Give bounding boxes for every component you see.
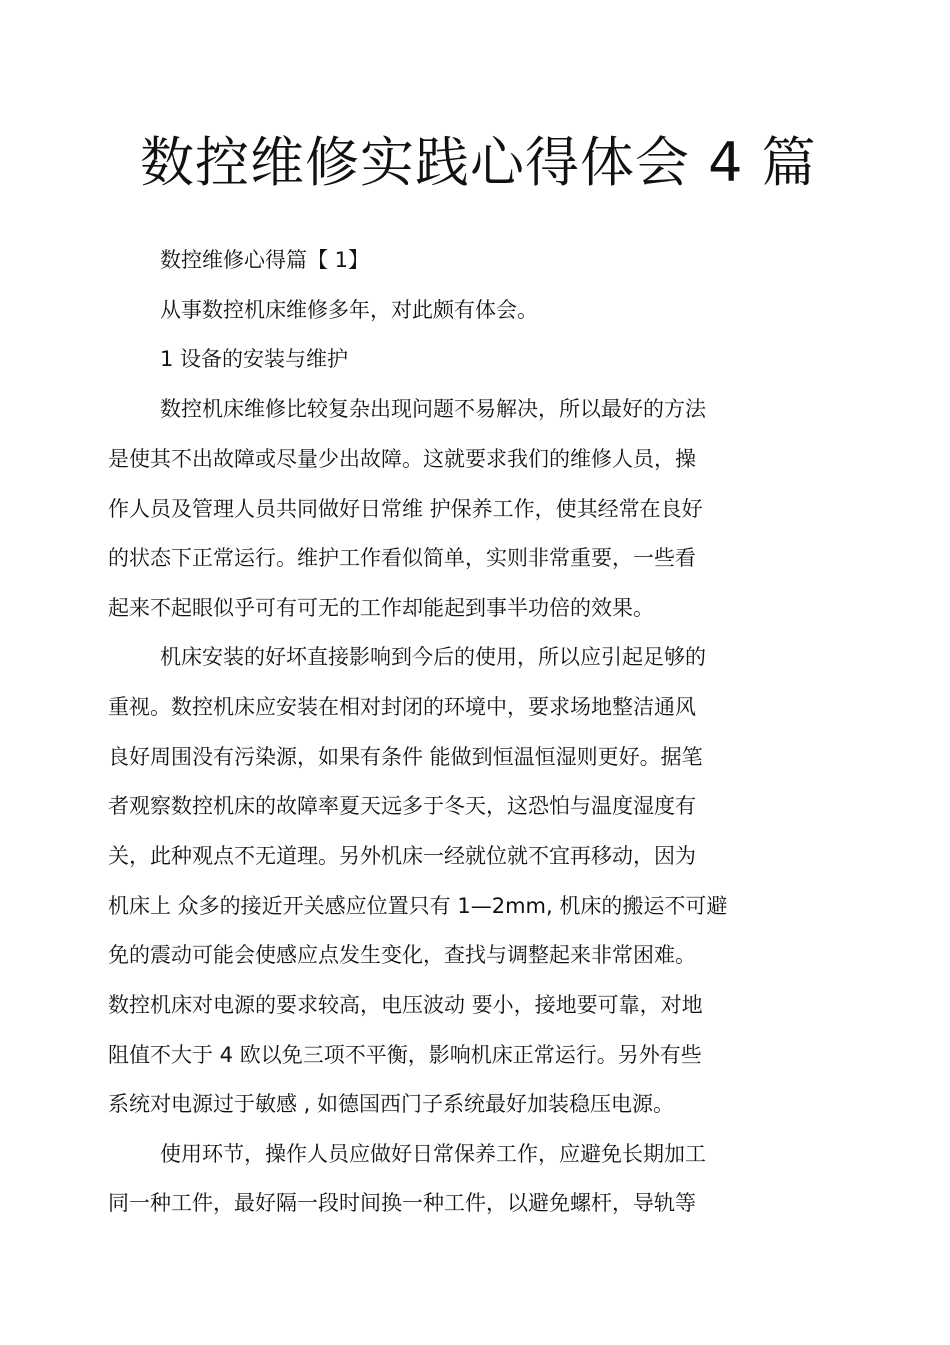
paragraph-line: 同一种工件，最好隔一段时间换一种工件，以避免螺杆，导轨等 xyxy=(108,1191,696,1215)
paragraph-line: 关，此种观点不无道理。另外机床一经就位就不宜再移动，因为 xyxy=(108,844,696,868)
paragraph-line: 是使其不出故障或尽量少出故障。这就要求我们的维修人员，操 xyxy=(108,447,696,471)
section-heading: 数控维修心得篇【 1】 xyxy=(160,248,370,272)
paragraph-line: 的状态下正常运行。维护工作看似简单，实则非常重要，一些看 xyxy=(108,546,696,570)
paragraph-line: 起来不起眼似乎可有可无的工作却能起到事半功倍的效果。 xyxy=(108,596,654,620)
paragraph-line: 数控机床维修比较复杂出现问题不易解决，所以最好的方法 xyxy=(160,397,706,421)
document-title: 数控维修实践心得体会 4 篇 xyxy=(140,131,817,194)
paragraph-line: 机床上 众多的接近开关感应位置只有 1—2mm, 机床的搬运不可避 xyxy=(108,894,728,918)
paragraph-line: 重视。数控机床应安装在相对封闭的环境中，要求场地整洁通风 xyxy=(108,695,696,719)
paragraph-line: 免的震动可能会使感应点发生变化，查找与调整起来非常困难。 xyxy=(108,943,696,967)
paragraph-line: 阻值不大于 4 欧以免三项不平衡，影响机床正常运行。另外有些 xyxy=(108,1043,702,1067)
paragraph-line: 从事数控机床维修多年，对此颇有体会。 xyxy=(160,298,538,322)
paragraph-line: 者观察数控机床的故障率夏天远多于冬天，这恐怕与温度湿度有 xyxy=(108,794,696,818)
paragraph-line: 使用环节，操作人员应做好日常保养工作，应避免长期加工 xyxy=(160,1142,706,1166)
paragraph-line: 良好周围没有污染源，如果有条件 能做到恒温恒湿则更好。据笔 xyxy=(108,745,703,769)
paragraph-line: 系统对电源过于敏感 , 如德国西门子系统最好加装稳压电源。 xyxy=(108,1092,675,1116)
paragraph-line: 数控机床对电源的要求较高，电压波动 要小，接地要可靠，对地 xyxy=(108,993,703,1017)
paragraph-line: 作人员及管理人员共同做好日常维 护保养工作，使其经常在良好 xyxy=(108,497,703,521)
paragraph-line: 机床安装的好坏直接影响到今后的使用，所以应引起足够的 xyxy=(160,645,706,669)
subheading: 1 设备的安装与维护 xyxy=(160,347,349,371)
